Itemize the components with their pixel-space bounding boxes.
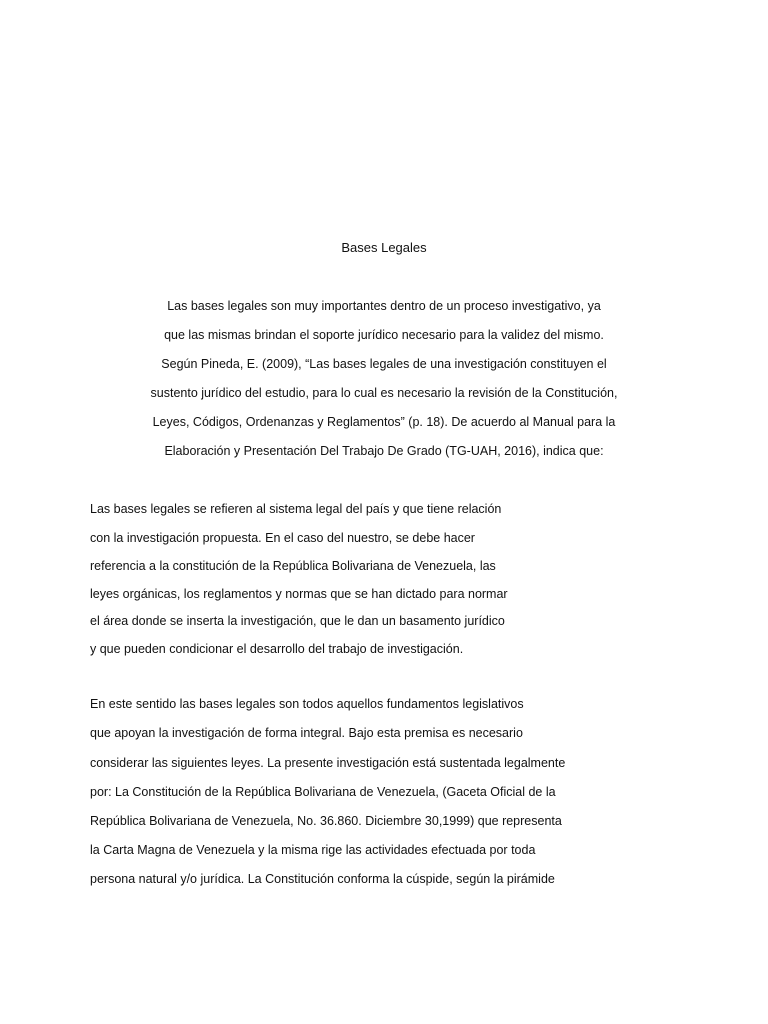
intro-line: sustento jurídico del estudio, para lo cual es necesario la revisión de la Constitución, [150,386,618,400]
body-line: República Bolivariana de Venezuela, No. 36.860. Diciembre 30,1999) que representa [90,814,562,828]
quote-line: y que pueden condicionar el desarrollo del trabajo de investigación. [90,642,464,656]
intro-line: Elaboración y Presentación Del Trabajo De Grado (TG-UAH, 2016), indica que: [164,444,604,458]
quote-line: Las bases legales se refieren al sistema legal del país y que tiene relación [90,502,502,516]
intro-line: que las mismas brindan el soporte jurídico necesario para la validez del mismo. [164,328,604,342]
quote-line: el área donde se inserta la investigación, que le dan un basamento jurídico [90,614,505,628]
body-line: considerar las siguientes leyes. La presente investigación está sustentada legalmente [90,756,566,770]
body-line: En este sentido las bases legales son todos aquellos fundamentos legislativos [90,697,524,711]
body-line: la Carta Magna de Venezuela y la misma rige las actividades efectuada por toda [90,843,536,857]
quote-line: referencia a la constitución de la República Bolivariana de Venezuela, las [90,559,496,573]
body-line: por: La Constitución de la República Bolivariana de Venezuela, (Gaceta Oficial de la [90,785,556,799]
body-line: persona natural y/o jurídica. La Constitución conforma la cúspide, según la pirámide [90,872,555,886]
intro-line: Las bases legales son muy importantes dentro de un proceso investigativo, ya [167,299,601,313]
intro-line: Según Pineda, E. (2009), “Las bases legales de una investigación constituyen el [161,357,607,371]
intro-line: Leyes, Códigos, Ordenanzas y Reglamentos” (p. 18). De acuerdo al Manual para la [152,415,616,429]
document-title: Bases Legales [341,240,427,255]
quote-line: leyes orgánicas, los reglamentos y normas que se han dictado para normar [90,587,508,601]
quote-line: con la investigación propuesta. En el caso del nuestro, se debe hacer [90,531,475,545]
body-line: que apoyan la investigación de forma integral. Bajo esta premisa es necesario [90,726,523,740]
